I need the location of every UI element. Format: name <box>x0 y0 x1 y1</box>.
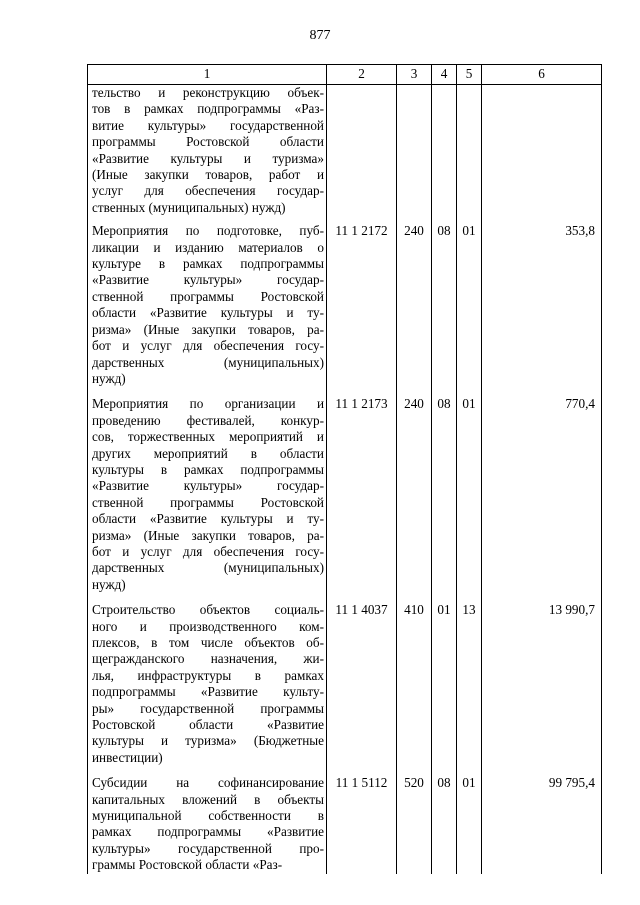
expense-description <box>88 602 327 775</box>
table-row <box>88 223 602 396</box>
expense-type-code: 240 <box>397 223 432 396</box>
subsection-code: 01 <box>457 775 482 873</box>
column-header-5: 5 <box>457 65 482 85</box>
description-line: области «Развитие культуры и ту- <box>92 305 324 321</box>
column-number-header-row <box>88 65 602 85</box>
description-line: сов, торжественных мероприятий и <box>92 429 324 445</box>
description-line: бот и услуг для обеспечения госу- <box>92 338 324 354</box>
description-line: щегражданского назначения, жи- <box>92 651 324 667</box>
description-line: «Развитие культуры и туризма» <box>92 150 324 166</box>
target-article-code <box>327 85 397 224</box>
description-line: проведению фестивалей, конкур- <box>92 412 324 428</box>
description-line: нужд) <box>92 576 126 592</box>
table-row <box>88 396 602 602</box>
description-line: ликации и изданию материалов о <box>92 239 324 255</box>
description-line: Мероприятия по подготовке, пуб- <box>92 223 324 239</box>
budget-table <box>87 64 602 874</box>
description-line: тов в рамках подпрограммы «Раз- <box>92 101 324 117</box>
description-line: услуг для обеспечения государ- <box>92 183 324 199</box>
amount-value <box>482 85 602 224</box>
expense-description <box>88 85 327 224</box>
description-line: ственных (муниципальных) нужд) <box>92 199 286 215</box>
amount-value: 13 990,7 <box>482 602 602 775</box>
expense-type-code: 410 <box>397 602 432 775</box>
section-code: 01 <box>432 602 457 775</box>
description-line: граммы Ростовской области «Раз- <box>92 857 283 873</box>
expense-description <box>88 223 327 396</box>
target-article-code: 11 1 2173 <box>327 396 397 602</box>
target-article-code: 11 1 4037 <box>327 602 397 775</box>
description-line: области «Развитие культуры и ту- <box>92 511 324 527</box>
description-line: культуры» государственной про- <box>92 840 324 856</box>
description-line: дарственных (муниципальных) <box>92 560 324 576</box>
description-line: ризма» (Иные закупки товаров, ра- <box>92 527 324 543</box>
amount-value: 353,8 <box>482 223 602 396</box>
section-code <box>432 85 457 224</box>
table-row <box>88 775 602 873</box>
description-line: дарственных (муниципальных) <box>92 354 324 370</box>
description-line: Строительство объектов социаль- <box>92 602 324 618</box>
description-line: культуры в рамках подпрограммы <box>92 461 324 477</box>
description-line: подпрограммы «Развитие культу- <box>92 684 324 700</box>
table-body <box>88 85 602 874</box>
description-line: капитальных вложений в объекты <box>92 791 324 807</box>
description-line: Ростовской области «Развитие <box>92 717 324 733</box>
section-code: 08 <box>432 396 457 602</box>
description-line: витие культуры» государственной <box>92 117 324 133</box>
subsection-code: 13 <box>457 602 482 775</box>
column-header-6: 6 <box>482 65 602 85</box>
description-line: (Иные закупки товаров, работ и <box>92 167 324 183</box>
description-line: ры» государственной программы <box>92 700 324 716</box>
column-header-1: 1 <box>88 65 327 85</box>
description-line: рамках подпрограммы «Развитие <box>92 824 324 840</box>
description-line: Субсидии на софинансирование <box>92 775 324 791</box>
expense-type-code: 240 <box>397 396 432 602</box>
description-line: лья, инфраструктуры в рамках <box>92 667 324 683</box>
subsection-code: 01 <box>457 396 482 602</box>
target-article-code: 11 1 2172 <box>327 223 397 396</box>
column-header-4: 4 <box>432 65 457 85</box>
description-line: бот и услуг для обеспечения госу- <box>92 543 324 559</box>
description-line: тельство и реконструкцию объек- <box>92 85 324 100</box>
subsection-code: 01 <box>457 223 482 396</box>
expense-description <box>88 775 327 873</box>
description-line: программы Ростовской области <box>92 134 324 150</box>
expense-description <box>88 396 327 602</box>
description-line: плексов, в том числе объектов об- <box>92 635 324 650</box>
description-line: ризма» (Иные закупки товаров, ра- <box>92 321 324 337</box>
description-line: ственной программы Ростовской <box>92 288 324 304</box>
section-code: 08 <box>432 775 457 873</box>
description-line: инвестиции) <box>92 749 163 765</box>
description-line: ного и производственного ком- <box>92 618 324 634</box>
description-line: нужд) <box>92 370 126 386</box>
expense-type-code: 520 <box>397 775 432 873</box>
expense-type-code <box>397 85 432 224</box>
section-code: 08 <box>432 223 457 396</box>
column-header-2: 2 <box>327 65 397 85</box>
description-line: «Развитие культуры» государ- <box>92 478 324 494</box>
column-header-3: 3 <box>397 65 432 85</box>
description-line: ственной программы Ростовской <box>92 494 324 510</box>
description-line: культуры и туризма» (Бюджетные <box>92 733 324 749</box>
amount-value: 99 795,4 <box>482 775 602 873</box>
amount-value: 770,4 <box>482 396 602 602</box>
page-number: 877 <box>309 28 331 43</box>
subsection-code <box>457 85 482 224</box>
description-line: культуре в рамках подпрограммы <box>92 256 324 272</box>
description-line: Мероприятия по организации и <box>92 396 324 412</box>
description-line: других мероприятий в области <box>92 445 324 461</box>
target-article-code: 11 1 5112 <box>327 775 397 873</box>
table-row <box>88 602 602 775</box>
table-row <box>88 85 602 224</box>
description-line: муниципальной собственности в <box>92 808 324 824</box>
description-line: «Развитие культуры» государ- <box>92 272 324 288</box>
